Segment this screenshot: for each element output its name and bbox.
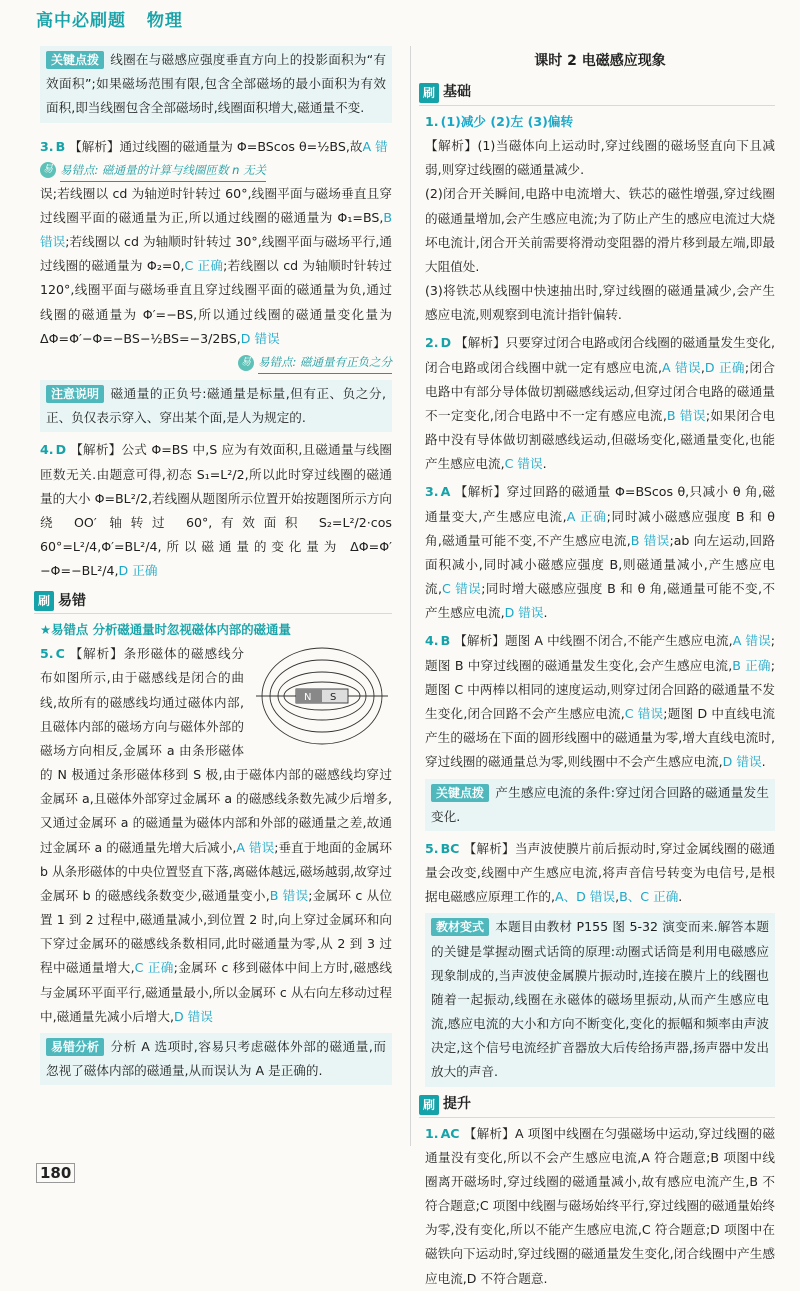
answer-4-left: 4. D 【解析】公式 Φ=BS 中,S 应为有效面积,且磁通量与线圈匝数无关.由题意可得,初态 S₁=L²/2,所以此时穿过线圈的磁通量的大小 Φ=BL²/2,若线圈从题图所示位置开始按题图所示方向绕 OO′ 轴转过 60°,有效面积 S₂=L²/2·cos 60°=L²/4,Φ′=BL²/4,所以磁通量的变化量为 ΔΦ=Φ′−Φ=−BL²/4,D 正确 [40, 442, 393, 579]
note-text: 磁通量的正负号:磁通量是标量,但有正、负之分,正、负仅表示穿入、穿出某个面,是人为规定的. [46, 386, 386, 426]
key-tip-box-right: 关键点拨 产生感应电流的条件:穿过闭合回路的磁通量发生变化. [425, 779, 775, 831]
handwritten-note: 易 易错点: 磁通量的计算与线圈匝数 n 无关 [40, 159, 392, 182]
brush-icon: 刷 [419, 83, 439, 103]
verdict: D 错误 [173, 1008, 213, 1024]
book-title: 高中必刷题 [36, 11, 126, 31]
verdict: A 错 [362, 138, 388, 154]
analysis-label: 【解析】 [69, 138, 120, 154]
page-header [36, 6, 197, 31]
answer-3-left [40, 135, 392, 159]
answer-4: 4. B 【解析】题图 A 中线圈不闭合,不能产生感应电流,A 错误;题图 B 中穿过线圈的磁通量发生变化,会产生感应电流,B 正确;题图 C 中两棒以相同的速度运动,则穿过闭合回路的磁通量不发生变化,闭合回路不会产生感应电流,C 错误;题图 D 中直线电流产生的磁场在下面的圆形线圈中的磁通量为零,增大直线电流时,穿过线圈的磁通量总为零,则线圈中不会产生感应电流,D 错误. [425, 633, 776, 770]
section-basic: 刷 基础 [419, 81, 775, 106]
answer-3-continued: 误;若线圈以 cd 为轴逆时针转过 60°,线圈平面与磁场垂直且穿过线圈平面的磁通量为正,所以通过线圈的磁通量为 Φ₁=BS,B 错误;若线圈以 cd 为轴顺时针转过 30°,线圈平面与磁场平行,通过线圈的磁通量为 Φ₂=0,C 正确;若线圈以 cd 为轴顺时针转过 120°,线圈平面与磁场垂直且穿过线圈平面的磁通量为负,通过线圈的磁通量为 Φ′=−BS,所以通过线圈的磁通量变化量为 ΔΦ=Φ′−Φ=−BS−½BS=−3/2BS,D 错误 [40, 185, 393, 346]
verdict: B 错误 [40, 209, 392, 250]
note-tag: 注意说明 [46, 385, 104, 403]
verdict: D 错误 [240, 330, 280, 346]
answer-1: 1. (1)减少 (2)左 (3)偏转 [425, 113, 574, 129]
bar-magnet-field-figure [252, 644, 392, 749]
verdict: C 正确 [184, 258, 224, 274]
lesson-title: 课时 2 电磁感应现象 [534, 53, 666, 69]
improve-answer-1: 1. AC 【解析】A 项图中线圈在匀强磁场中运动,穿过线圈的磁通量没有变化,所以不会产生感应电流,A 符合题意;B 项图中线圈离开磁场时,穿过线圈的磁通量减小,故有感应电流产生,B 不符合题意;C 项图中线圈与磁场始终平行,穿过线圈的磁通量始终为零,没有变化,所以不能产生感应电流,C 符合题意;D 项图中在磁铁向下运动时,穿过线圈的磁通量发生变化,闭合线圈中产生感应电流,D 不符合题意. [425, 1125, 775, 1286]
key-tip-text: 线圈在与磁感应强度垂直方向上的投影面积为“有效面积”;如果磁场范围有限,包含全部磁场的最小面积为有效面积,即当线圈包含全部磁场时,线圈面积增大,磁通量不变. [46, 52, 386, 116]
answer-2: 2. D 【解析】只要穿过闭合电路或闭合线圈的磁通量发生变化,闭合电路或闭合线圈中就一定有感应电流,A 错误,D 正确;闭合电路中有部分导体做切割磁感线运动,但穿过闭合电路的磁通量不一定变化,闭合电路中不一定有感应电流,B 错误;如果闭合电路中没有导体做切割磁感线运动,但磁场变化,磁通量变化,也能产生感应电流,C 错误. [425, 335, 776, 472]
section-improve: 刷 提升 [419, 1093, 775, 1118]
subject-title: 物理 [146, 11, 183, 31]
verdict: C 正确 [134, 960, 174, 976]
key-tip-box-left [40, 46, 392, 123]
page-number: 180 [36, 1163, 75, 1183]
brush-icon: 刷 [419, 1095, 439, 1115]
right-column: 课时 2 电磁感应现象 刷 基础 1. (1)减少 (2)左 (3)偏转 【解析】(1)当磁体向上运动时,穿过线圈的磁场竖直向下且减弱,则穿过线圈的磁通量减少. (2)闭合开关瞬间,电路中电流增大、铁芯的磁性增强,穿过线圈的磁通量增加,会产生感应电流;为了防止产生的感应电流过大烧坏电流计,闭合开关前需要将滑动变阻器的滑片移到最左端,即最大阻值处. (3)将铁芯从线圈中快速抽出时,穿过线圈的磁通量减少,会产生感应电流,则观察到电流计指针偏转. 2. D 【解析】只要穿过闭合电路或闭合线圈的磁通量发生变化,闭合电路或闭合线圈中就一定有感应电流,A 错误,D 正确;闭合电路中有部分导体做切割磁感线运动,但穿过闭合电路的磁通量不一定变化,闭合电路中不一定有感应电流,B 错误;如果闭合电路中没有导体做切割磁感线运动,但磁场变化,磁通量变化,也能产生感应电流,C 错误. 3. A 【解析】穿过回路的磁通量 Φ=BScos θ,只减小 θ 角,磁通量变大,产生感应电流,A 正确;同时减小磁感应强度 B 和 θ 角,磁通量可能不变,不产生感应电流,B 错误;ab 向左运动,回路面积减小,同时减小磁感应强度 B,则磁通量减小,产生感应电流,C 错误;同时增大磁感应强度 B 和 θ 角,磁通量可能不变,不产生感应电流,D 错误. 4. B 【解析】题图 A 中线圈不闭合,不能产生感应电流,A 错误;题图 B 中穿过线圈的磁通量发生变化,会产生感应电流,B 正确;题图 C 中两棒以相同的速度运动,则穿过闭合回路的磁通量不发生变化,闭合回路不会产生感应电流,C 错误;题图 D 中直线电流产生的磁场在下面的圆形线圈中的磁通量为零,增大直线电流时,穿过线圈的磁通量总为零,则线圈中不会产生感应电流,D 错误. 关键点拨 产生感应电流的条件:穿过闭合回路的磁通量发生变化. 5. BC 【解析】当声波使膜片前后振动时,穿过金属线圈的磁通量会改变,线圈中产生感应电流,将声音信号转变为电信号,是根据电磁感应原理工作的,A、D 错误,B、C 正确. 教材变式 本题目由教材 P155 图 5-32 演变而来.解答本题的关键是掌握动圈式话筒的原理:动圈式话筒是利用电磁感应现象制成的,当声波使金属膜片振动时,连接在膜片上的线圈也随着一起振动,线圈在永磁体的磁场里振动,从而产生感应电流,感应电流的大小和方向不断变化,变化的振幅和频率由声波决定,这个信号电流经扩音器放大后传给扬声器,扬声器中发出放大的声音. 刷 提升 1. AC 【解析】A 项图中线圈在匀强磁场中运动,穿过线圈的磁通量没有变化,所以不会产生感应电流,A 符合题意;B 项图中线圈离开磁场时,穿过线圈的磁通量减小,故有感应电流产生,B 不符合题意;C 项图中线圈与磁场始终平行,穿过线圈的磁通量始终为零,没有变化,所以不能产生感应电流,C 符合题意;D 项图中在磁铁向下运动时,穿过线圈的磁通量发生变化,闭合线圈中产生感应电流,D 不符合题意. [425, 46, 775, 1291]
left-column [37, 46, 393, 1085]
note-box [40, 380, 392, 432]
easy-error-icon: 易 [40, 162, 56, 178]
error-analysis-tag: 易错分析 [46, 1038, 104, 1056]
section-easy-error: 刷 易错 [34, 589, 392, 614]
column-divider [410, 46, 411, 1146]
handwritten-note: 易 易错点: 磁通量有正负之分 [40, 351, 392, 374]
question-number: 3. [40, 138, 54, 154]
answer-5: 5. BC 【解析】当声波使膜片前后振动时,穿过金属线圈的磁通量会改变,线圈中产生感应电流,将声音信号转变为电信号,是根据电磁感应原理工作的,A、D 错误,B、C 正确. [425, 840, 776, 905]
verdict: A 错误 [236, 839, 275, 855]
easy-error-icon: 易 [238, 355, 254, 371]
brush-icon: 刷 [34, 591, 54, 611]
n-pole-label: N [304, 692, 312, 704]
key-tip-tag: 关键点拨 [46, 51, 104, 69]
analysis-text: 通过线圈的磁通量为 Φ=BScos θ=½BS,故 [119, 138, 363, 154]
textbook-variant-box: 教材变式 本题目由教材 P155 图 5-32 演变而来.解答本题的关键是掌握动圈式话筒的原理:动圈式话筒是利用电磁感应现象制成的,当声波使金属膜片振动时,连接在膜片上的线圈也随着一起振动,线圈在永磁体的磁场里振动,从而产生感应电流,感应电流的大小和方向不断变化,变化的振幅和频率由声波决定,这个信号电流经扩音器放大后传给扬声器,扬声器中发出放大的声音. [425, 913, 775, 1086]
error-analysis-box: 易错分析 分析 A 选项时,容易只考虑磁体外部的磁通量,而忽视了磁体内部的磁通量,从而误认为 A 是正确的. [40, 1033, 392, 1085]
answer-letter: B [55, 138, 66, 154]
s-pole-label: S [330, 692, 337, 704]
answer-5-left: N S 5. C 【解析】条形磁体的磁感线分布如图所示,由于磁感线是闭合的曲线,故所有的磁感线均通过磁体内部,且磁体内部的磁场方向与磁体外部的磁场方向相反,金属环 a 由条形磁体的 N 极通过条形磁体移到 S 极,由于磁体内部的磁感线均穿过金属环 a,且磁体外部穿过金属环 a 的磁感线条数先减少后增多,又通过金属环 a 的磁通量为磁体内部和外部的磁通量之差,故通过金属环 a 的磁通量先增大后减小,A 错误;垂直于地面的金属环 b 从条形磁体的中央位置竖直下落,离磁体越远,磁场越弱,故穿过金属环 b 的磁感线条数变少,磁通量变小,B 错误;金属环 c 从位置 1 到 2 过程中,磁通量减小,到位置 2 时,向上穿过金属环和向下穿过金属环的磁感线条数相同,此时磁通量为零,从 2 到 3 过程中磁通量增大,C 正确;金属环 c 移到磁体中间上方时,磁感线与金属环平面平行,磁通量最小,所以金属环 c 从右向左移动过程中,磁通量先减小后增大,D 错误 [40, 646, 392, 1024]
verdict: B 错误 [269, 887, 309, 903]
verdict: D 正确 [118, 563, 158, 579]
answer-3: 3. A 【解析】穿过回路的磁通量 Φ=BScos θ,只减小 θ 角,磁通量变大,产生感应电流,A 正确;同时减小磁感应强度 B 和 θ 角,磁通量可能不变,不产生感应电流,B 错误;ab 向左运动,回路面积减小,同时减小磁感应强度 B,则磁通量减小,产生感应电流,C 错误;同时增大磁感应强度 B 和 θ 角,磁通量可能不变,不产生感应电流,D 错误. [425, 484, 776, 621]
error-point-title: ★易错点 分析磁通量时忽视磁体内部的磁通量 [40, 622, 291, 638]
